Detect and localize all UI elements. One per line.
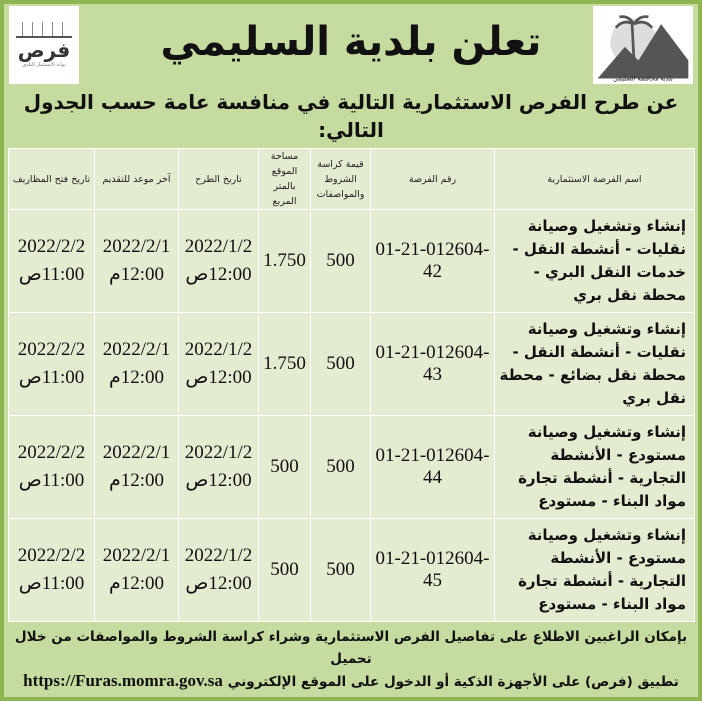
site-area: 500 [259, 519, 311, 622]
opening-date [9, 519, 95, 622]
time: 12:00م [108, 470, 165, 491]
time: 12:00ص [185, 264, 252, 285]
date: 2022/1/2 [184, 442, 253, 463]
time: 11:00ص [18, 573, 85, 594]
date: 2022/2/1 [102, 236, 171, 257]
offer-date [179, 313, 259, 416]
date: 2022/1/2 [184, 236, 253, 257]
date: 2022/2/2 [17, 442, 86, 463]
logo-sub: بوابة الاستثمار البلدي [22, 61, 66, 68]
opportunity-name: إنشاء وتشغيل وصيانة نقليات - أنشطة النقل - محطة نقل بضائع - محطة نقل بري [495, 313, 695, 416]
table-row [9, 313, 695, 416]
header-number: رقم الفرصة [371, 149, 495, 210]
booklet-price: 500 [311, 210, 371, 313]
deadline [95, 313, 179, 416]
deadline [95, 519, 179, 622]
opportunity-name: إنشاء وتشغيل وصيانة مستودع - الأنشطة التجارية - أنشطة تجارة مواد البناء - مستودع [495, 416, 695, 519]
deadline [95, 416, 179, 519]
municipality-logo [593, 6, 693, 84]
offer-date [179, 519, 259, 622]
opportunity-number: 01-21-012604-44 [371, 416, 495, 519]
website-link[interactable]: https://Furas.momra.gov.sa [23, 671, 223, 690]
offer-date [179, 416, 259, 519]
footer-note [8, 626, 694, 693]
time: 11:00ص [18, 470, 85, 491]
date: 2022/2/2 [17, 339, 86, 360]
booklet-price: 500 [311, 313, 371, 416]
table-row [9, 416, 695, 519]
header-price: قيمة كراسة الشروط والمواصفات [311, 149, 371, 210]
time: 11:00ص [18, 367, 85, 388]
date: 2022/2/2 [17, 545, 86, 566]
time: 12:00م [108, 264, 165, 285]
footer-line2: تطبيق (فرص) على الأجهزة الذكية أو الدخول على الموقع الإلكتروني [227, 674, 679, 690]
skyline-icon [16, 22, 72, 38]
time: 12:00ص [185, 367, 252, 388]
date: 2022/2/1 [102, 545, 171, 566]
header-opening-date: تاريخ فتح المظاريف [9, 149, 95, 210]
opportunity-number: 01-21-012604-43 [371, 313, 495, 416]
mountain-palm-icon [593, 6, 693, 84]
table-row [9, 519, 695, 622]
furas-logo [9, 6, 79, 84]
date: 2022/1/2 [184, 545, 253, 566]
header-area: مساحة الموقع بالمتر المربع [259, 149, 311, 210]
date: 2022/2/1 [102, 442, 171, 463]
deadline [95, 210, 179, 313]
header-offer-date: تاريخ الطرح [179, 149, 259, 210]
opportunity-name: إنشاء وتشغيل وصيانة مستودع - الأنشطة التجارية - أنشطة تجارة مواد البناء - مستودع [495, 519, 695, 622]
opening-date [9, 416, 95, 519]
date: 2022/2/2 [17, 236, 86, 257]
site-area: 1.750 [259, 210, 311, 313]
svg-text:بلدية محافظة السليمي: بلدية محافظة السليمي [613, 75, 673, 83]
header-name: اسم الفرصة الاستثمارية [495, 149, 695, 210]
opening-date [9, 313, 95, 416]
time: 11:00ص [18, 264, 85, 285]
table-row [9, 210, 695, 313]
advertisement [4, 4, 698, 697]
opportunity-name: إنشاء وتشغيل وصيانة نقليات - أنشطة النقل - خدمات النقل البري - محطة نقل بري [495, 210, 695, 313]
page-title: تعلن بلدية السليمي [160, 19, 542, 65]
opening-date [9, 210, 95, 313]
offer-date [179, 210, 259, 313]
time: 12:00م [108, 367, 165, 388]
booklet-price: 500 [311, 519, 371, 622]
table-header-row [9, 149, 695, 210]
date: 2022/2/1 [102, 339, 171, 360]
site-area: 500 [259, 416, 311, 519]
opportunity-number: 01-21-012604-45 [371, 519, 495, 622]
logo-word: فرص [17, 37, 71, 62]
header [4, 4, 698, 86]
opportunity-number: 01-21-012604-42 [371, 210, 495, 313]
date: 2022/1/2 [184, 339, 253, 360]
time: 12:00ص [185, 470, 252, 491]
time: 12:00م [108, 573, 165, 594]
site-area: 1.750 [259, 313, 311, 416]
booklet-price: 500 [311, 416, 371, 519]
time: 12:00ص [185, 573, 252, 594]
header-deadline: آخر موعد للتقديم [95, 149, 179, 210]
opportunities-table [8, 148, 695, 622]
subtitle: عن طرح الفرص الاستثمارية التالية في منافسة عامة حسب الجدول التالي: [23, 90, 679, 142]
footer-line1: بإمكان الراغبين الاطلاع على تفاصيل الفرص الاستثمارية وشراء كراسة الشروط والمواصفات من خلال تحميل [14, 629, 688, 667]
